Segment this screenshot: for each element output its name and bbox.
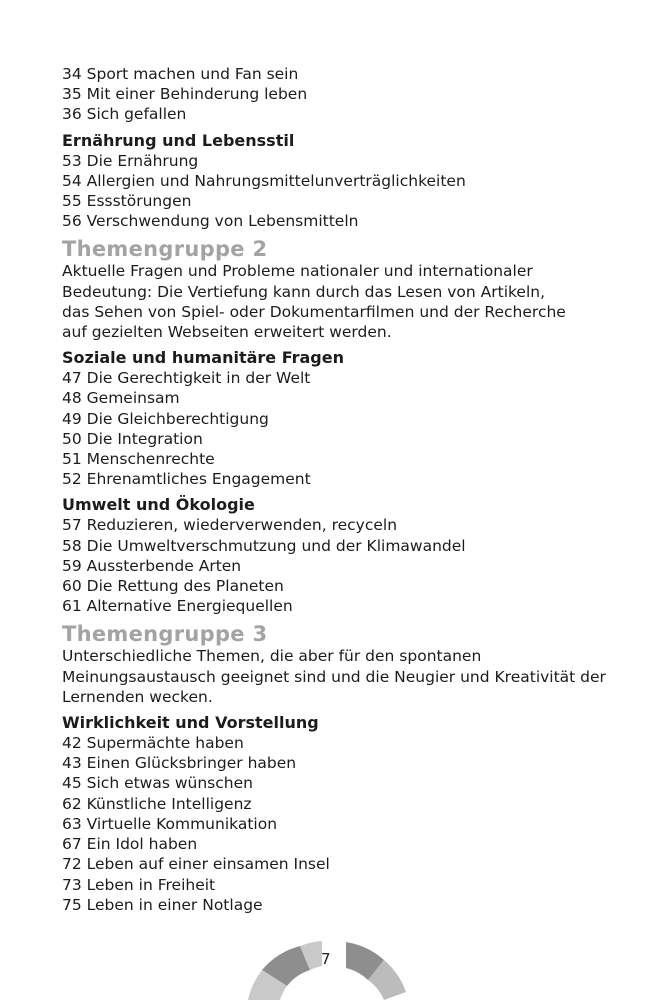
description-line: Aktuelle Fragen und Probleme nationaler und internationaler	[62, 262, 533, 281]
topic-item: 73 Leben in Freiheit	[62, 875, 216, 894]
topic-item: 55 Essstörungen	[62, 192, 192, 211]
topic-item: 45 Sich etwas wünschen	[62, 774, 253, 793]
topic-item: 50 Die Integration	[62, 429, 203, 448]
description-line: Meinungsaustausch geeignet sind und die Neugier und Kreativität der	[62, 667, 606, 686]
description-line: Bedeutung: Die Vertiefung kann durch das Lesen von Artikeln,	[62, 282, 546, 301]
description-line: das Sehen von Spiel- oder Dokumentarfilmen und der Recherche	[62, 302, 566, 321]
topic-item: 60 Die Rettung des Planeten	[62, 577, 284, 596]
section-heading: Wirklichkeit und Vorstellung	[62, 713, 319, 733]
group-title: Themengruppe 2	[62, 237, 268, 262]
group-description	[62, 261, 622, 342]
topic-item: 47 Die Gerechtigkeit in der Welt	[62, 369, 311, 388]
topic-item: 42 Supermächte haben	[62, 734, 244, 753]
topic-list-continued	[62, 64, 622, 125]
section-heading: Umwelt und Ökologie	[62, 495, 255, 515]
topic-item: 49 Die Gleichberechtigung	[62, 409, 269, 428]
section-heading: Soziale und humanitäre Fragen	[62, 348, 344, 368]
topic-item: 56 Verschwendung von Lebensmitteln	[62, 212, 359, 231]
topic-item: 58 Die Umweltverschmutzung und der Klimawandel	[62, 536, 466, 555]
topic-item: 57 Reduzieren, wiederverwenden, recyceln	[62, 516, 398, 535]
topic-item: 51 Menschenrechte	[62, 450, 215, 469]
topic-item: 75 Leben in einer Notlage	[62, 895, 263, 914]
section-ernaehrung	[62, 131, 622, 232]
topic-item: 52 Ehrenamtliches Engagement	[62, 470, 311, 489]
topic-item: 72 Leben auf einer einsamen Insel	[62, 855, 330, 874]
section-sozial	[62, 348, 622, 489]
section-heading: Ernährung und Lebensstil	[62, 130, 295, 150]
page-number: 7	[321, 950, 331, 968]
topic-item: 48 Gemeinsam	[62, 389, 180, 408]
description-line: Lernenden wecken.	[62, 687, 213, 706]
document-page	[62, 64, 622, 915]
group-title: Themengruppe 3	[62, 622, 268, 647]
topic-item: 67 Ein Idol haben	[62, 835, 198, 854]
topic-item: 35 Mit einer Behinderung leben	[62, 85, 308, 104]
topic-item: 59 Aussterbende Arten	[62, 556, 242, 575]
section-umwelt	[62, 495, 622, 616]
description-line: Unterschiedliche Themen, die aber für den spontanen	[62, 647, 482, 666]
topic-item: 34 Sport machen und Fan sein	[62, 65, 299, 83]
topic-item: 36 Sich gefallen	[62, 105, 187, 124]
description-line: auf gezielten Webseiten erweitert werden.	[62, 323, 392, 342]
footer-ring-decoration	[0, 930, 670, 1000]
topic-item: 61 Alternative Energiequellen	[62, 597, 293, 616]
topic-item: 63 Virtuelle Kommunikation	[62, 814, 278, 833]
topic-item: 53 Die Ernährung	[62, 151, 199, 170]
topic-item: 62 Künstliche Intelligenz	[62, 794, 252, 813]
topic-item: 43 Einen Glücksbringer haben	[62, 754, 297, 773]
topic-item: 54 Allergien und Nahrungsmittelunverträglichkeiten	[62, 171, 466, 190]
group-description	[62, 646, 622, 707]
section-wirklichkeit	[62, 713, 622, 915]
